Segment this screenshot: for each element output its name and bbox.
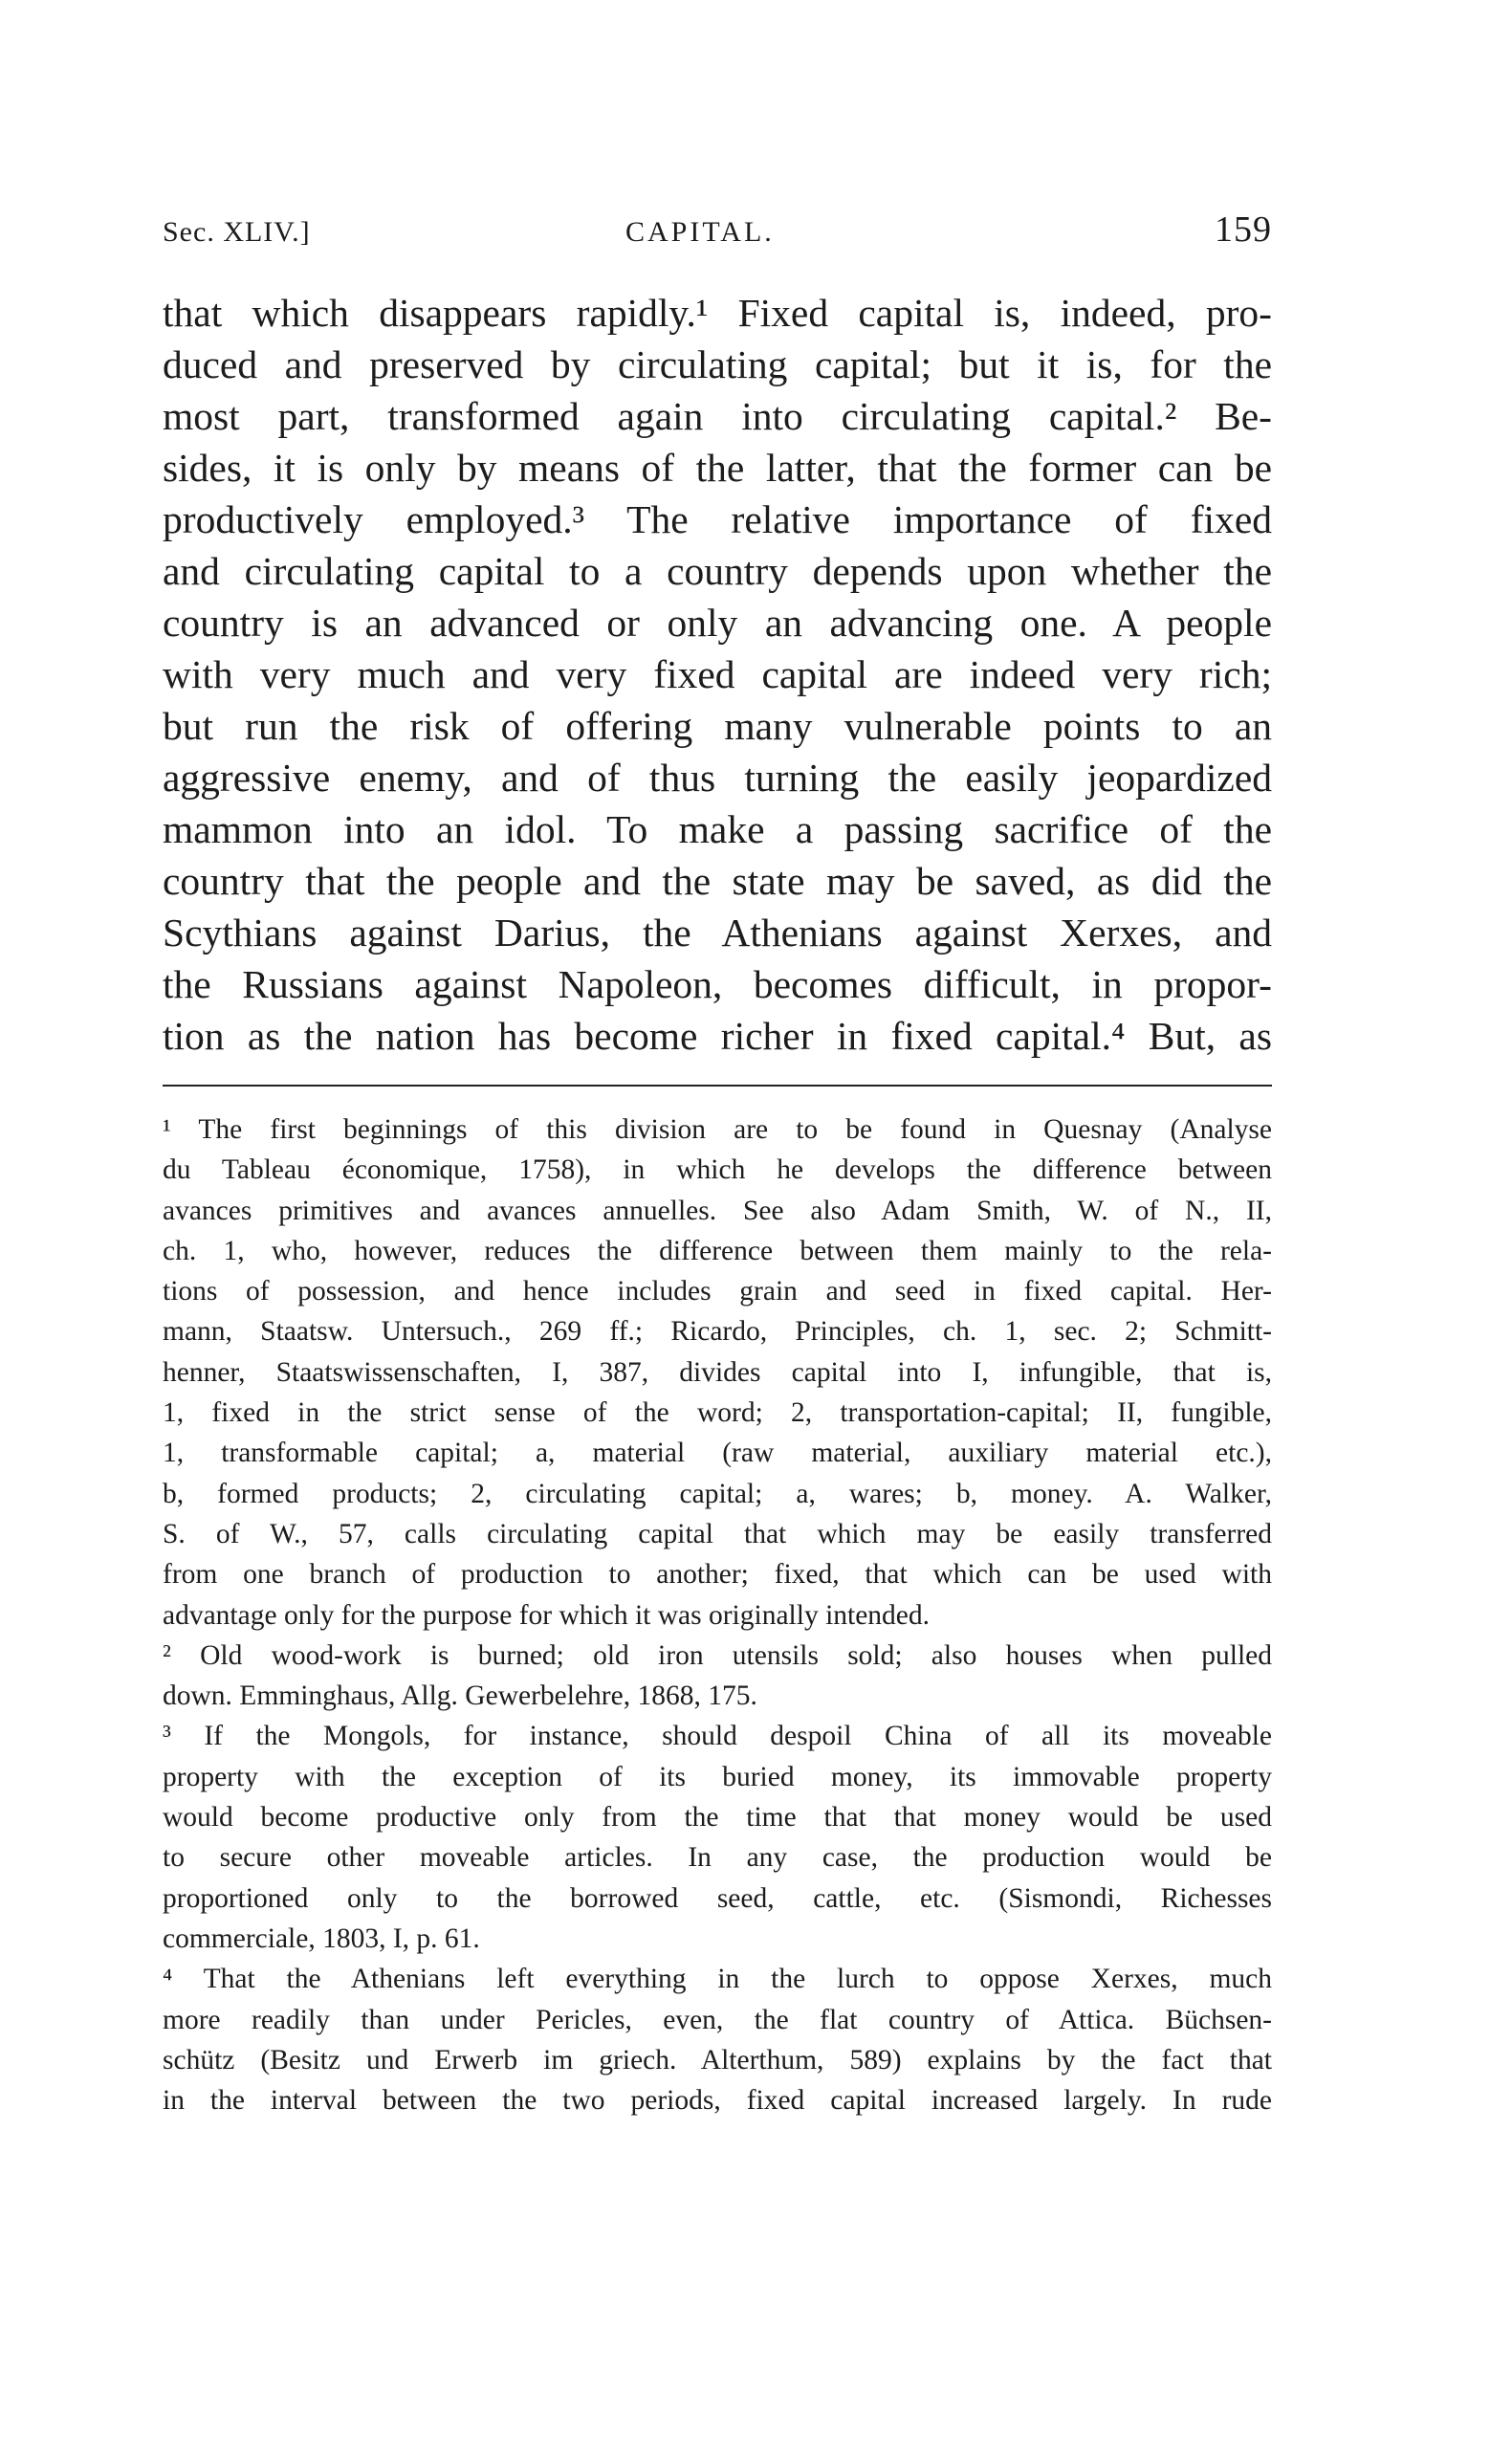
footnote-line: commerciale, 1803, I, p. 61. (163, 1922, 480, 1954)
footnotes (163, 1109, 1272, 2120)
footnote-line: avances primitives and avances annuelles. See also Adam Smith, W. of N., II, (163, 1195, 1272, 1226)
body-line: productively employed.³ The relative importance of fixed (163, 497, 1272, 541)
footnote-line: schütz (Besitz und Erwerb im griech. Alterthum, 589) explains by the fact that (163, 2044, 1272, 2076)
body-line: tion as the nation has become richer in fixed capital.⁴ But, as (163, 1014, 1272, 1058)
footnote-line: ³ If the Mongols, for instance, should despoil China of all its moveable (163, 1721, 1272, 1752)
footnote-line: property with the exception of its buried money, its immovable property (163, 1761, 1272, 1792)
footnote-line: 1, transformable capital; a, material (raw material, auxiliary material etc.), (163, 1438, 1272, 1469)
footnote-line: more readily than under Pericles, even, the flat country of Attica. Büchsen- (163, 2004, 1272, 2035)
body-line: but run the risk of offering many vulnerable points to an (163, 704, 1272, 748)
body-line: aggressive enemy, and of thus turning the easily jeopardized (163, 756, 1272, 800)
footnote-line: S. of W., 57, calls circulating capital that which may be easily transferred (163, 1518, 1272, 1549)
footnote-line: 1, fixed in the strict sense of the word; 2, transportation-capital; II, fungible, (163, 1397, 1272, 1429)
footnote-line: ch. 1, who, however, reduces the difference between them mainly to the rela- (163, 1235, 1272, 1266)
body-line: the Russians against Napoleon, becomes difficult, in propor- (163, 962, 1272, 1006)
footnote-line: down. Emminghaus, Allg. Gewerbelehre, 1868, 175. (163, 1680, 757, 1712)
footnote-line: would become productive only from the time that that money would be used (163, 1802, 1272, 1834)
footnote-line: ² Old wood-work is burned; old iron utensils sold; also houses when pulled (163, 1639, 1272, 1671)
running-header (163, 209, 1272, 260)
body-line: duced and preserved by circulating capital; but it is, for the (163, 342, 1272, 386)
page-number: 159 (1215, 209, 1272, 250)
body-line: mammon into an idol. To make a passing sacrifice of the (163, 807, 1272, 851)
body-line: with very much and very fixed capital are indeed very rich; (163, 652, 1272, 696)
footnote-line: ¹ The first beginnings of this division are to be found in Quesnay (Analyse (163, 1114, 1272, 1145)
chapter-title: CAPITAL. (625, 216, 775, 248)
footnote-line: tions of possession, and hence includes grain and seed in fixed capital. Her- (163, 1276, 1272, 1307)
body-line: that which disappears rapidly.¹ Fixed capital is, indeed, pro- (163, 291, 1272, 335)
body-line: sides, it is only by means of the latter, that the former can be (163, 446, 1272, 490)
footnote-line: henner, Staatswissenschaften, I, 387, divides capital into I, infungible, that is, (163, 1356, 1272, 1388)
footnote-line: ⁴ That the Athenians left everything in the lurch to oppose Xerxes, much (163, 1964, 1272, 1995)
footnote-line: in the interval between the two periods, fixed capital increased largely. In rude (163, 2085, 1272, 2117)
footnote-line: mann, Staatsw. Untersuch., 269 ff.; Ricardo, Principles, ch. 1, sec. 2; Schmitt- (163, 1316, 1272, 1348)
footnote-line: proportioned only to the borrowed seed, cattle, etc. (Sismondi, Richesses (163, 1882, 1272, 1914)
footnote-line: advantage only for the purpose for which it was originally intended. (163, 1599, 931, 1631)
footnote-line: b, formed products; 2, circulating capital; a, wares; b, money. A. Walker, (163, 1478, 1272, 1509)
footnote-divider (163, 1085, 1272, 1087)
footnote-line: du Tableau économique, 1758), in which he develops the difference between (163, 1154, 1272, 1186)
body-line: country that the people and the state may be saved, as did the (163, 859, 1272, 903)
body-line: most part, transformed again into circulating capital.² Be- (163, 394, 1272, 438)
body-line: and circulating capital to a country depends upon whether the (163, 549, 1272, 593)
footnote-line: to secure other moveable articles. In any case, the production would be (163, 1842, 1272, 1874)
body-line: Scythians against Darius, the Athenians against Xerxes, and (163, 911, 1272, 955)
footnote-line: from one branch of production to another; fixed, that which can be used with (163, 1559, 1272, 1591)
body-line: country is an advanced or only an advancing one. A people (163, 601, 1272, 645)
main-text (163, 287, 1272, 1062)
section-label: Sec. XLIV.] (163, 216, 311, 248)
